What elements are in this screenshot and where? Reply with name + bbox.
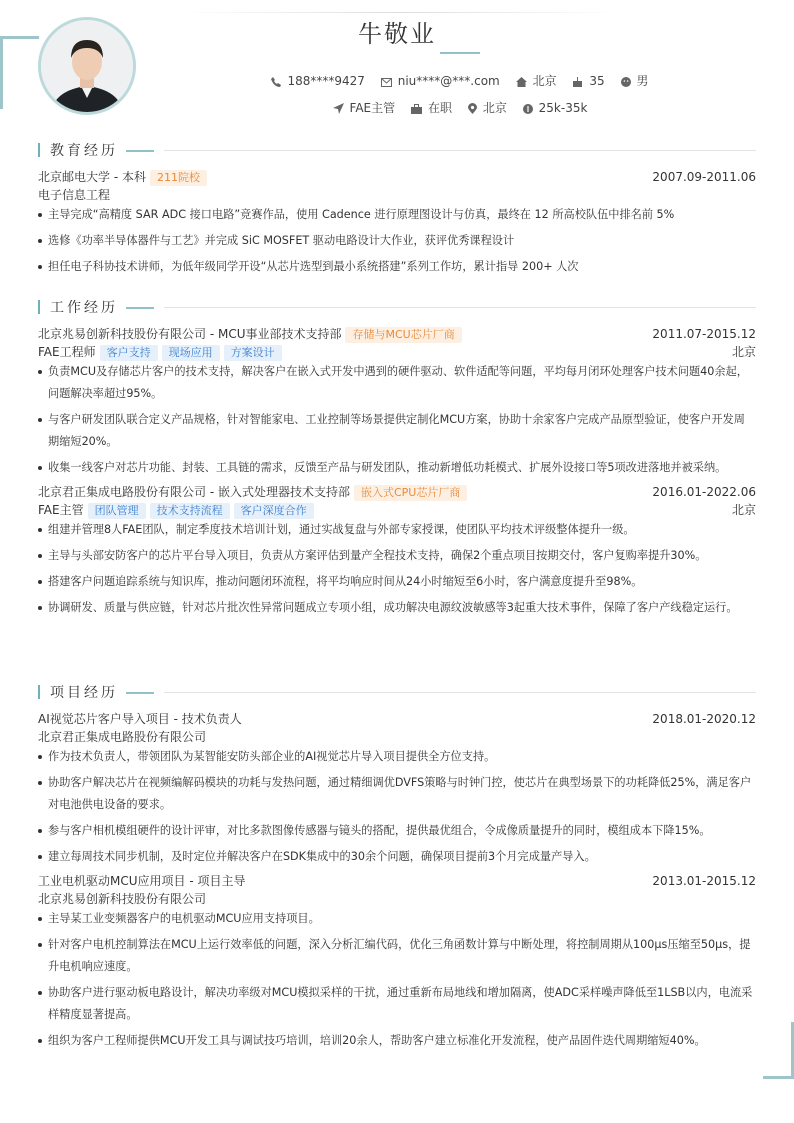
project-bullets [38, 908, 756, 1052]
briefcase-icon [411, 104, 422, 114]
job-role: FAE主管 [38, 503, 84, 517]
name-underline [440, 52, 480, 54]
project-entry [38, 872, 756, 890]
status-text: 在职 [427, 101, 452, 115]
list-item: 主导某工业变频器客户的电机驱动MCU应用支持项目。 [38, 908, 756, 930]
section-header [38, 682, 756, 702]
school-badge: 211院校 [150, 170, 207, 186]
project-name: AI视觉芯片客户导入项目 - 技术负责人 [38, 712, 242, 726]
header-divider [180, 12, 620, 13]
send-icon [333, 103, 344, 114]
list-item: 建立每周技术同步机制，及时定位并解决客户在SDK集成中的30余个问题，确保项目提前3个月完成量产导入。 [38, 846, 756, 868]
job-entry [38, 483, 756, 501]
section-title: 工作经历 [50, 300, 118, 316]
job-bullets [38, 361, 756, 479]
age-item [572, 74, 604, 88]
section-line [164, 307, 756, 308]
list-item: 作为技术负责人，带领团队为某智能安防头部企业的AI视觉芯片导入项目提供全方位支持。 [38, 746, 756, 768]
company-name: 北京兆易创新科技股份有限公司 - MCU事业部技术支持部 [38, 327, 342, 341]
section-bar [38, 300, 40, 314]
money-icon [523, 104, 533, 114]
gender-item [621, 72, 649, 89]
job-period: 2011.07-2015.12 [652, 327, 756, 341]
project-entry [38, 710, 756, 728]
list-item: 协调研发、质量与供应链，针对芯片批次性异常问题成立专项小组，成功解决电源纹波敏感等3起重大技术事件，保障了客户产线稳定运行。 [38, 597, 756, 619]
education-section [38, 140, 756, 282]
job-city: 北京 [731, 503, 756, 517]
email-text: niu****@***.com [397, 74, 500, 88]
salary-text: 25k-35k [538, 101, 588, 115]
job-entry [38, 325, 756, 343]
list-item: 主导完成“高精度 SAR ADC 接口电路”竞赛作品，使用 Cadence 进行原理图设计与仿真，最终在 12 所高校队伍中排名前 5% [38, 204, 756, 226]
job-period: 2016.01-2022.06 [652, 485, 756, 499]
mail-icon [381, 78, 392, 87]
work-section [38, 297, 756, 623]
list-item: 组建并管理8人FAE团队，制定季度技术培训计划，通过实战复盘与外部专家授课，使团队平均技术评级整体提升一级。 [38, 519, 756, 541]
list-item: 搭建客户问题追踪系统与知识库，推动问题闭环流程，将平均响应时间从24小时缩短至6小时，客户满意度提升至98%。 [38, 571, 756, 593]
skill-tag: 方案设计 [224, 345, 282, 361]
job-role: FAE工程师 [38, 345, 96, 359]
section-dash [126, 307, 154, 309]
city-text: 北京 [532, 74, 557, 88]
status-item [411, 99, 452, 116]
job-role-row [38, 501, 756, 519]
list-item: 收集一线客户对芯片功能、封装、工具链的需求，反馈至产品与研发团队，推动新增低功耗模式、扩展外设接口等5项改进落地并被采纳。 [38, 457, 756, 479]
skill-tag: 现场应用 [162, 345, 220, 361]
education-entry [38, 168, 756, 186]
section-title: 项目经历 [50, 685, 118, 701]
list-item: 协助客户进行驱动板电路设计，解决功率级对MCU模拟采样的干扰，通过重新布局地线和增加隔离，使ADC采样噪声降低至1LSB以内，电流采样精度显著提高。 [38, 982, 756, 1026]
section-bar [38, 685, 40, 699]
gender-text: 男 [636, 74, 649, 88]
major: 电子信息工程 [38, 188, 111, 202]
job-city: 北京 [731, 345, 756, 359]
project-company: 北京君正集成电路股份有限公司 [38, 730, 207, 744]
candidate-name: 牛敬业 [358, 20, 436, 48]
section-header [38, 140, 756, 160]
home-icon [516, 77, 527, 87]
school-name: 北京邮电大学 - 本科 [38, 170, 146, 184]
education-period: 2007.09-2011.06 [652, 170, 756, 184]
target-city-text: 北京 [482, 101, 507, 115]
section-line [164, 692, 756, 693]
role-item [333, 99, 396, 116]
project-company: 北京兆易创新科技股份有限公司 [38, 892, 207, 906]
list-item: 与客户研发团队联合定义产品规格，针对智能家电、工业控制等场景提供定制化MCU方案，协助十余家客户完成产品原型验证，使客户开发周期缩短20%。 [38, 409, 756, 453]
list-item: 参与客户相机模组硬件的设计评审，对比多款图像传感器与镜头的搭配，提供最优组合，令成像质量提升的同时，模组成本下降15%。 [38, 820, 756, 842]
phone-item [271, 74, 364, 88]
section-title: 教育经历 [50, 143, 118, 159]
list-item: 担任电子科协技术讲师，为低年级同学开设“从芯片选型到最小系统搭建”系列工作坊，累计指导 200+ 人次 [38, 256, 756, 278]
job-role-row [38, 343, 756, 361]
salary-item [523, 101, 588, 115]
list-item: 负责MCU及存储芯片客户的技术支持，解决客户在嵌入式开发中遇到的硬件驱动、软件适配等问题，平均每月闭环处理客户技术问题40余起，问题解决率超过95%。 [38, 361, 756, 405]
company-badge: 嵌入式CPU芯片厂商 [354, 485, 467, 501]
job-bullets [38, 519, 756, 619]
target-city-item [468, 99, 507, 116]
list-item: 组织为客户工程师提供MCU开发工具与调试技巧培训，培训20余人，帮助客户建立标准化开发流程，使产品固件迭代周期缩短40%。 [38, 1030, 756, 1052]
location-icon [468, 103, 477, 114]
skill-tag: 客户支持 [100, 345, 158, 361]
skill-tag: 团队管理 [88, 503, 146, 519]
section-line [164, 150, 756, 151]
section-dash [126, 150, 154, 152]
smile-icon [621, 77, 631, 87]
section-dash [126, 692, 154, 694]
role-text: FAE主管 [349, 101, 396, 115]
city-item [516, 72, 557, 89]
section-header [38, 297, 756, 317]
projects-section [38, 682, 756, 1056]
project-period: 2013.01-2015.12 [652, 874, 756, 888]
cake-icon [572, 77, 583, 87]
phone-text: 188****9427 [287, 74, 365, 88]
skill-tag: 技术支持流程 [150, 503, 230, 519]
project-name: 工业电机驱动MCU应用项目 - 项目主导 [38, 874, 246, 888]
contact-info-row [0, 72, 794, 89]
project-bullets [38, 746, 756, 868]
age-text: 35 [589, 74, 605, 88]
company-badge: 存储与MCU芯片厂商 [345, 327, 461, 343]
list-item: 针对客户电机控制算法在MCU上运行效率低的问题，深入分析汇编代码，优化三角函数计算与中断处理，将控制周期从100μs压缩至50μs，提升电机响应速度。 [38, 934, 756, 978]
section-bar [38, 143, 40, 157]
list-item: 协助客户解决芯片在视频编解码模块的功耗与发热问题，通过精细调优DVFS策略与时钟门控，使芯片在典型场景下的功耗降低25%，满足客户对电池供电设备的要求。 [38, 772, 756, 816]
company-name: 北京君正集成电路股份有限公司 - 嵌入式处理器技术支持部 [38, 485, 350, 499]
list-item: 选修《功率半导体器件与工艺》并完成 SiC MOSFET 驱动电路设计大作业，获评优秀课程设计 [38, 230, 756, 252]
phone-icon [271, 77, 281, 87]
skill-tag: 客户深度合作 [234, 503, 314, 519]
project-period: 2018.01-2020.12 [652, 712, 756, 726]
email-item [381, 74, 500, 88]
education-bullets [38, 204, 756, 278]
list-item: 主导与头部安防客户的芯片平台导入项目，负责从方案评估到量产全程技术支持，确保2个重点项目按期交付，客户复购率提升30%。 [38, 545, 756, 567]
corner-decoration-bottom-right [763, 1022, 794, 1079]
job-intention-row [0, 99, 794, 116]
